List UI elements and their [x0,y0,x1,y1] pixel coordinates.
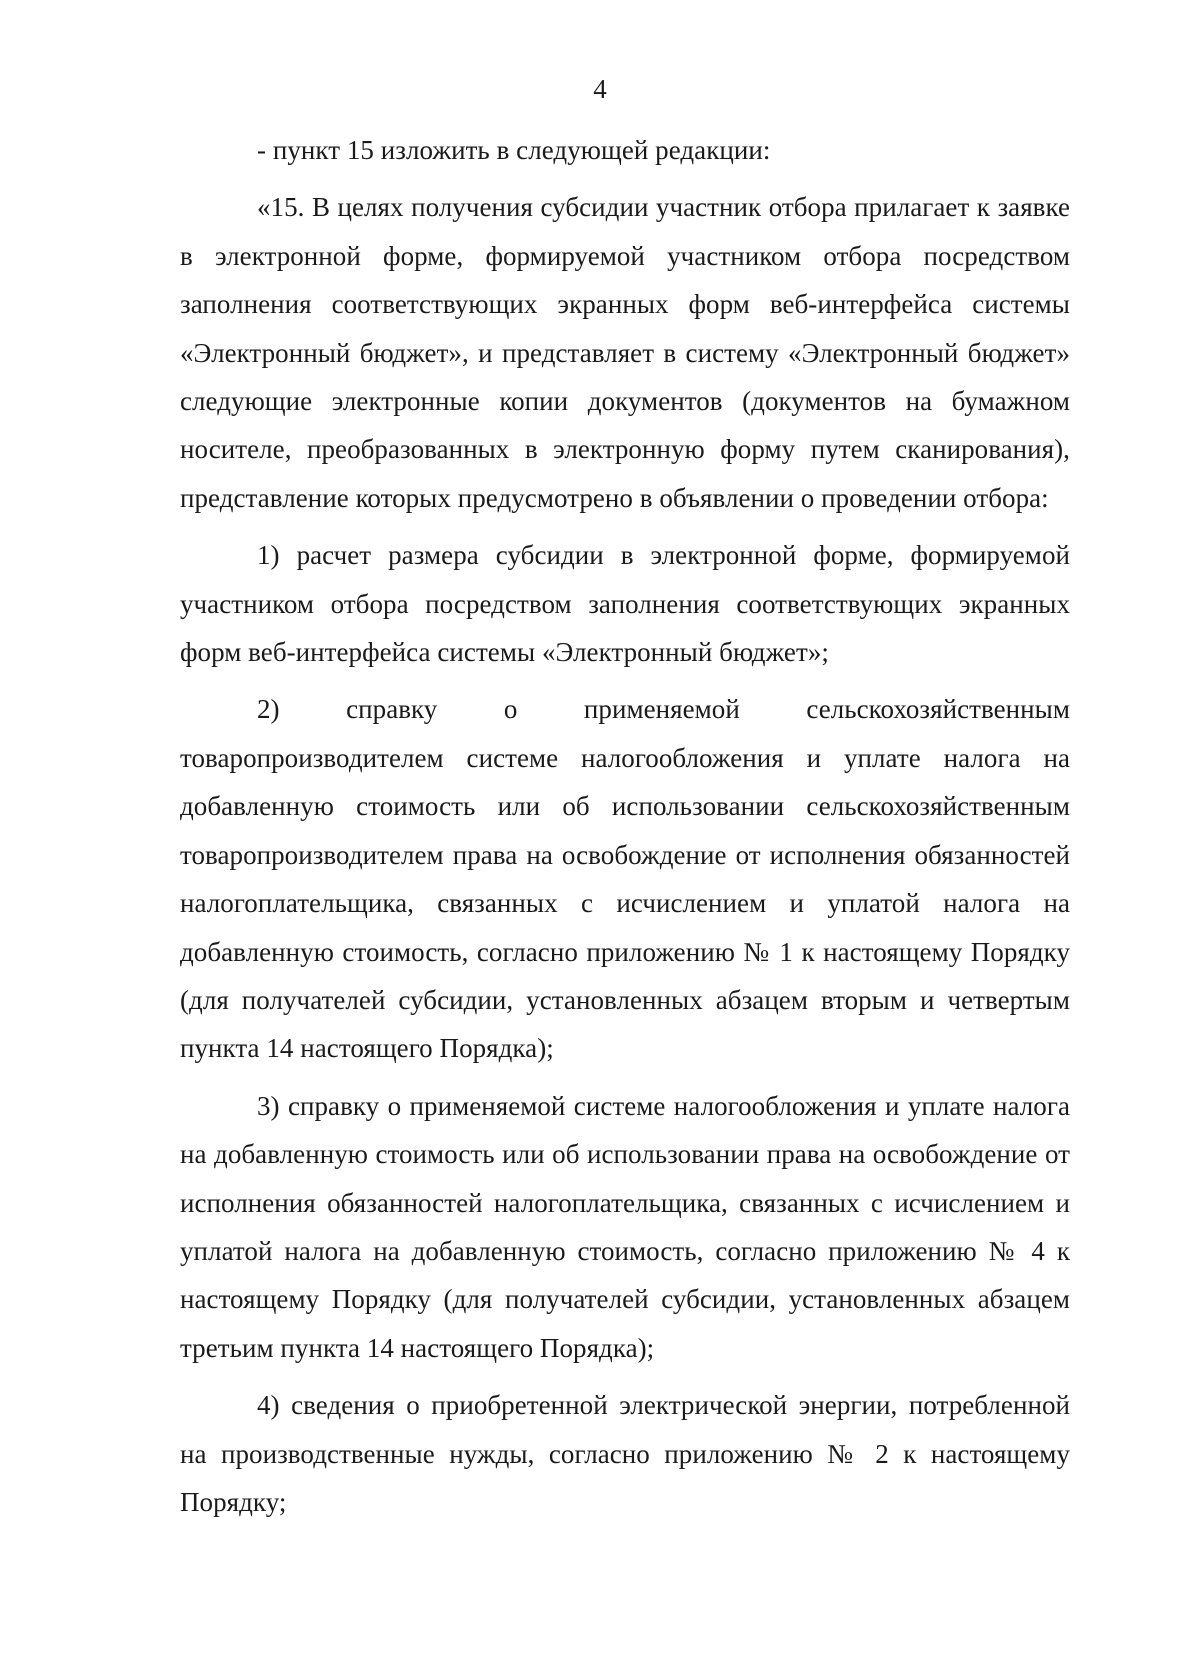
paragraph-subitem-4: 4) сведения о приобретенной электрической энергии, потребленной на производственные нужды, согласно приложению № 2 к настоящему Порядку; [180,1390,1070,1517]
paragraph-subitem-1: 1) расчет размера субсидии в электронной форме, формируемой участником отбора посредством заполнения соответствующих экранных форм веб-интерфейса системы «Электронный бюджет»; [180,540,1070,668]
page-number: 4 [593,74,607,104]
paragraph-intro: - пункт 15 изложить в следующей редакции: [257,135,771,165]
paragraph-subitem-2: 2) справку о применяемой сельскохозяйственным товаропроизводителем системе налогообложения и уплате налога на добавленную стоимость или об использовании сельскохозяйственным товаропроизводителем права на освобождение от исполнения обязанностей налогоплательщика, связанных с исчислением и уплатой налога на добавленную стоимость, согласно приложению № 1 к настоящему Порядку (для получателей субсидии, установленных абзацем вторым и четвертым пункта 14 настоящего Порядка); [180,694,1070,1064]
paragraph-item-15: «15. В целях получения субсидии участник отбора прилагает к заявке в электронной форме, формируемой участником отбора посредством заполнения соответствующих экранных форм веб-интерфейса системы «Электронный бюджет», и представляет в систему «Электронный бюджет» следующие электронные копии документов (документов на бумажном носителе, преобразованных в электронную форму путем сканирования), представление которых предусмотрено в объявлении о проведении отбора: [180,192,1070,513]
document-body [180,126,1070,1526]
paragraph-subitem-3: 3) справку о применяемой системе налогообложения и уплате налога на добавленную стоимость или об использовании права на освобождение от исполнения обязанностей налогоплательщика, связанных с исчислением и уплатой налога на добавленную стоимость, согласно приложению № 4 к настоящему Порядку (для получателей субсидии, установленных абзацем третьим пункта 14 настоящего Порядка); [180,1090,1070,1363]
